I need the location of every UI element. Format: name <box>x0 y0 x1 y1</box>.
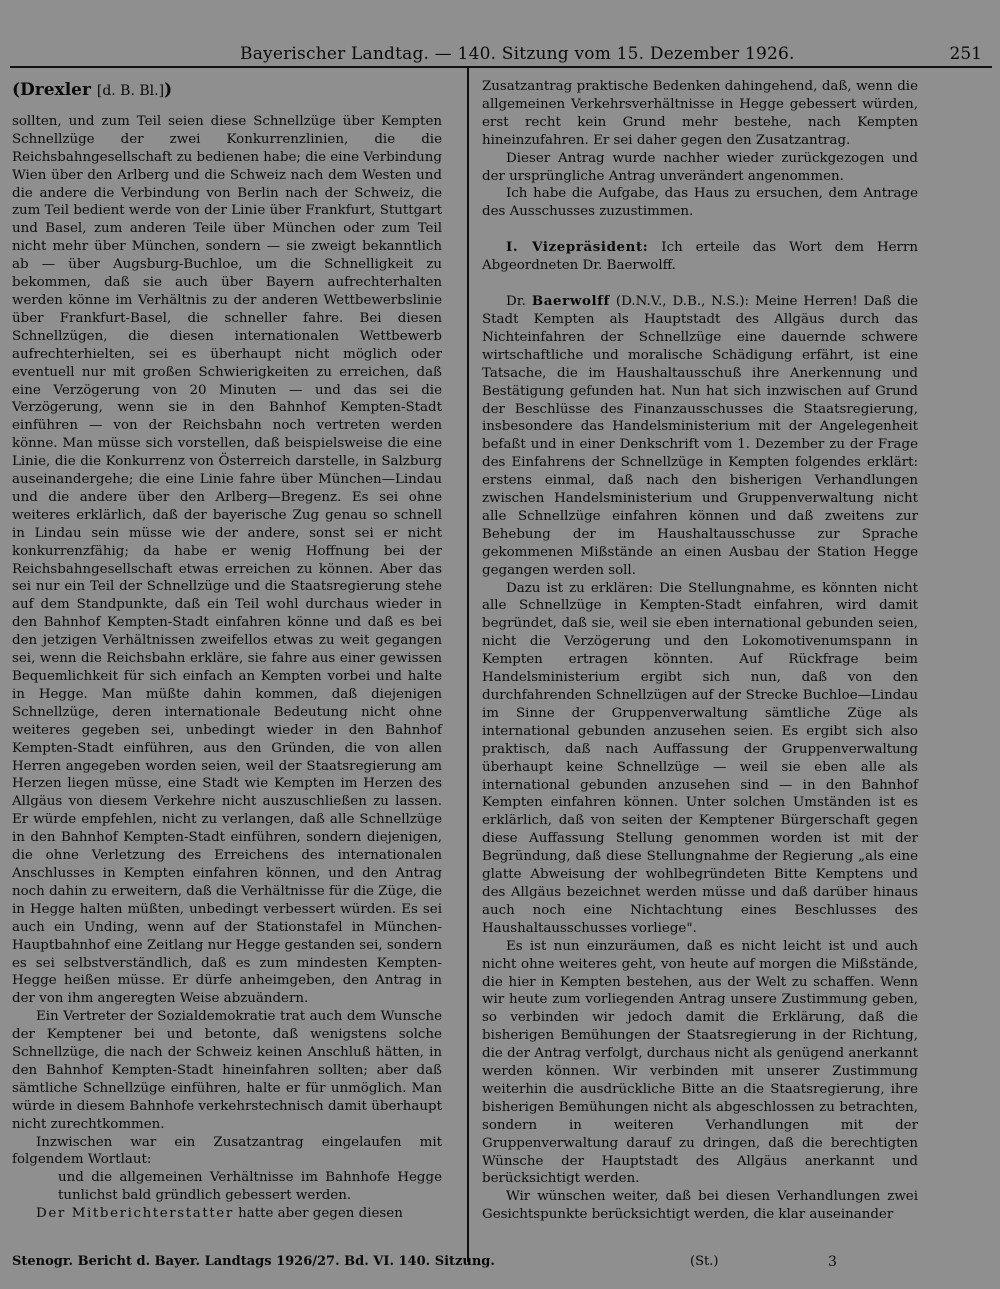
speaker-name: Drexler <box>20 80 91 100</box>
speech-opening <box>482 293 918 580</box>
paragraph: Zusatzantrag praktische Bedenken dahingehend, daß, wenn die allgemeinen Verkehrsverhältnisse in Hegge gebessert würden, erst recht kein Grund mehr bestehe, nach Kempten hineinzufahren. Er sei daher gegen den Zusatzantrag. <box>482 79 918 148</box>
speaker-name: Baerwolff <box>531 293 610 310</box>
page-number: 251 <box>949 44 982 64</box>
paragraph: Wir wünschen weiter, daß bei diesen Verhandlungen zwei Gesichtspunkte berücksichtigt werden, die klar auseinander <box>482 1189 918 1223</box>
paragraph: Dieser Antrag wurde nachher wieder zurückgezogen und der ursprüngliche Antrag unverändert angenommen. <box>482 150 918 184</box>
speaker-prefix: Dr. <box>506 294 526 310</box>
column-divider <box>467 66 469 1262</box>
vice-president-text: Ich erteile das Wort dem Herrn Abgeordneten Dr. Baerwolff. <box>482 240 918 274</box>
paragraph <box>12 1205 442 1223</box>
amendment-quote: und die allgemeinen Verhältnisse im Bahnhofe Hegge tunlichst bald gründlich gebessert werden. <box>58 1170 442 1204</box>
speaker-heading: (Drexler [d. B. Bl.]) <box>12 80 173 100</box>
speech-text: Meine Herren! Daß die Stadt Kempten als Hauptstadt des Allgäus durch das Nichteinfahren der Schnellzüge eine dauernde schwere wirtschaftliche und moralische Schädigung erfährt, ist eine Tatsache, die im Haushaltausschuß ihre Anerkennung und Bestätigung gefunden hat. Nun hat sich inzwischen auf Grund der Beschlüsse des Finanzausschusses die Staatsregierung, insbesondere das Handelsministerium mit der Angelegenheit befaßt und in einer Denkschrift vom 1. Dezember zu der Frage des Einfahrens der Schnellzüge in Kempten folgendes erklärt: erstens einmal, daß nach den bisherigen Verhandlungen zwischen Handelsministerium und Gruppenverwaltung nicht alle Schnellzüge einfahren können und daß zweitens zur Behebung der im Haushaltausschusse zur Sprache gekommenen Mißstände an einen Ausbau der Station Hegge gegangen werden soll. <box>482 294 919 578</box>
left-column <box>12 78 442 1223</box>
speaker-party: (D.N.V., D.B., N.S.): <box>615 294 750 310</box>
paragraph: Inzwischen war ein Zusatzantrag eingelaufen mit folgendem Wortlaut: <box>12 1134 442 1168</box>
page-footer <box>0 1252 1000 1276</box>
running-title: Bayerischer Landtag. — 140. Sitzung vom 15. Dezember 1926. <box>240 44 795 64</box>
speaker-party: [d. B. Bl.] <box>96 83 165 99</box>
footer-sheet-number: 3 <box>828 1254 837 1270</box>
right-column <box>482 78 918 1224</box>
paragraph: Ich habe die Aufgabe, das Haus zu ersuchen, dem Antrage des Ausschusses zuzustimmen. <box>482 186 918 220</box>
paragraph: sollten, und zum Teil seien diese Schnellzüge über Kempten Schnellzüge der zwei Konkurrenzlinien, die die Reichsbahngesellschaft zu bedienen habe; die eine Verbindung Wien über den Arlberg und die Schweiz nach dem Westen und die andere die Verbindung von Berlin nach der Schweiz, die zum Teil bedient werde von der Linie über Frankfurt, Stuttgart und Basel, zum anderen Teile über München oder zum Teil nicht mehr über München, sondern — sie zweigt bekanntlich ab — über Augsburg-Buchloe, um die Schnelligkeit zu bekommen, daß sie auch über Bayern aufrechterhalten werden könne im Verhältnis zu der anderen Wettbewerbslinie über Frankfurt-Basel, die schneller fahre. Bei diesen Schnellzügen, die diesen internationalen Wettbewerb aufrechterhielten, sei es überhaupt nicht möglich oder eventuell nur mit großen Schwierigkeiten zu erreichen, daß eine Verzögerung von 20 Minuten — und das sei die Verzögerung, wenn sie in den Bahnhof Kempten-Stadt einführen — von der Reichsbahn noch vertreten werden könne. Man müsse sich vorstellen, daß beispielsweise die eine Linie, die die Konkurrenz von Österreich darstelle, in Salzburg auseinandergehe; die eine Linie fahre über München—Lindau und die andere über den Arlberg—Bregenz. Es sei ohne weiteres erklärlich, daß der bayerische Zug genau so schnell in Lindau sein müsse wie der andere, sonst sei er nicht konkurrenzfähig; da habe er wenig Hoffnung bei der Reichsbahngesellschaft etwas erreichen zu können. Aber das sei nur ein Teil der Schnellzüge und die Staatsregierung stehe auf dem Standpunkte, daß ein Teil wohl durchaus wieder in den Bahnhof Kempten-Stadt einfahren könne und daß es bei den jetzigen Verhältnissen zweifellos etwas zu weit gegangen sei, wenn die Reichsbahn erkläre, sie fahre aus einer gewissen Bequemlichkeit für sich einfach an Kempten vorbei und halte in Hegge. Man müßte dahin kommen, daß diejenigen Schnellzüge, deren internationale Bedeutung nicht ohne weiteres gegeben sei, unbedingt wieder in den Bahnhof Kempten-Stadt einführen, aus den Gründen, die von allen Herren angegeben worden seien, weil der Staatsregierung am Herzen liegen müsse, eine Stadt wie Kempten im Herzen des Allgäus von diesem Verkehre nicht auszuschließen zu lassen. Er würde empfehlen, nicht zu verlangen, daß alle Schnellzüge in den Bahnhof Kempten-Stadt einführen, sondern diejenigen, die ohne Verletzung des Erreichens des internationalen Anschlusses in Kempten einfahren können, und den Antrag noch dahin zu erweitern, daß die Verhältnisse für die Züge, die in Hegge halten müßten, unbedingt verbessert würden. Es sei auch ein Unding, wenn auf der Stationstafel in München-Hauptbahnhof eine Zeitlang nur Hegge gestanden sei, sondern es sei selbstverständlich, daß es zum mindesten Kempten-Hegge heißen müsse. Er dürfe anheimgeben, den Antrag in der von ihm angeregten Weise abzuändern. <box>12 113 442 1007</box>
paragraph: Ein Vertreter der Sozialdemokratie trat auch dem Wunsche der Kemptener bei und betonte, daß wenigstens solche Schnellzüge, die nach der Schweiz keinen Anschluß hätten, in den Bahnhof Kempten-Stadt hineinfahren sollten; aber daß sämtliche Schnellzüge einführen, halte er für unmöglich. Man würde in diesem Bahnhofe verkehrstechnisch damit überhaupt nicht zurechtkommen. <box>12 1009 442 1132</box>
paragraph: Es ist nun einzuräumen, daß es nicht leicht ist und auch nicht ohne weiteres geht, von heute auf morgen die Mißstände, die hier in Kempten bestehen, aus der Welt zu schaffen. Wenn wir heute zum vorliegenden Antrag unsere Zustimmung geben, so verbinden wir jedoch damit die Erklärung, daß die bisherigen Bemühungen der Staatsregierung in der Richtung, die der Antrag verfolgt, durchaus nicht als genügend anerkannt werden können. Wir verbinden mit unserer Zustimmung weiterhin die ausdrückliche Bitte an die Staatsregierung, ihre bisherigen Bemühungen nicht als abgeschlossen zu betrachten, sondern in weiteren Verhandlungen mit der Gruppenverwaltung darauf zu dringen, daß die berechtigten Wünsche der Hauptstadt des Allgäus anerkannt und berücksichtigt werden. <box>482 938 918 1187</box>
paragraph-text: hatte aber gegen diesen <box>238 1206 403 1222</box>
footer-citation: Stenogr. Bericht d. Bayer. Landtags 1926/27. Bd. VI. 140. Sitzung. <box>12 1254 495 1269</box>
vice-president-label: I. Vizepräsident: <box>506 239 649 256</box>
footer-signature: (St.) <box>690 1254 719 1269</box>
co-rapporteur-label: Der Mitberichterstatter <box>36 1206 234 1222</box>
paragraph: Dazu ist zu erklären: Die Stellungnahme, es könnten nicht alle Schnellzüge in Kempten-Stadt einfahren, wird damit begründet, daß sie, weil sie eben international gebunden seien, nicht die Verzögerung und den Lokomotivenumspann in Kempten ertragen könnten. Auf Rückfrage beim Handelsministerium ergibt sich nun, daß von den durchfahrenden Schnellzügen auf der Strecke Buchloe—Lindau im Sinne der Gruppenverwaltung sämtliche Züge als international gebunden anzusehen seien. Es ergibt sich also praktisch, daß nach Auffassung der Gruppenverwaltung überhaupt keine Schnellzüge — weil sie eben alle als international gebunden anzusehen sind — in den Bahnhof Kempten einfahren können. Unter solchen Umständen ist es erklärlich, daß von seiten der Kemptener Bürgerschaft gegen diese Auffassung Stellung genommen worden ist mit der Begründung, daß diese Stellungnahme der Regierung „als eine glatte Abweisung der wohlbegründeten Bitte Kemptens und des Allgäus bezeichnet werden müsse und daß darüber hinaus auch noch eine Nichtachtung eines Beschlusses des Haushaltausschusses vorliege". <box>482 580 918 936</box>
running-header <box>10 40 992 68</box>
vice-president-remark <box>482 239 918 275</box>
